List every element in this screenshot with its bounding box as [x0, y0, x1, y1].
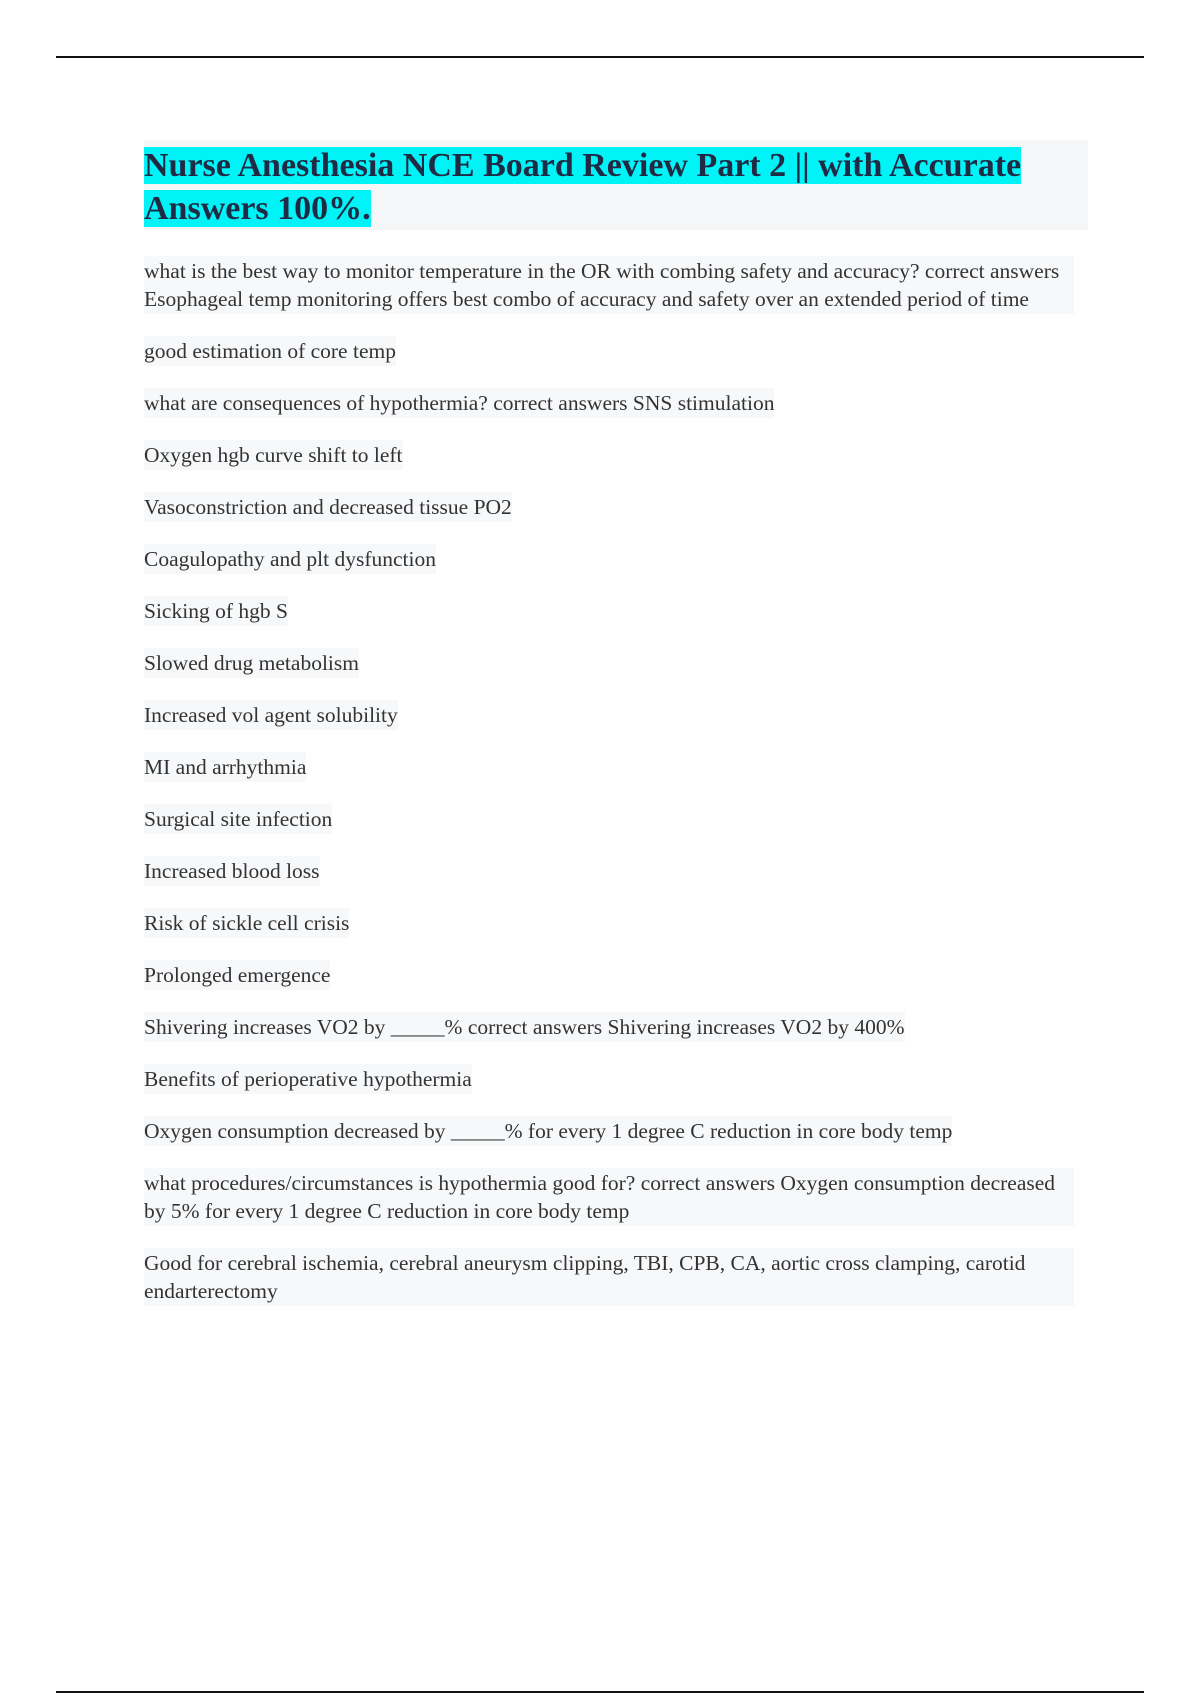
- paragraph: good estimation of core temp: [144, 336, 396, 366]
- paragraph: Oxygen hgb curve shift to left: [144, 440, 403, 470]
- paragraph: Vasoconstriction and decreased tissue PO2: [144, 492, 512, 522]
- paragraph: Good for cerebral ischemia, cerebral aneurysm clipping, TBI, CPB, CA, aortic cross clamping, carotid endarterectomy: [144, 1248, 1074, 1306]
- paragraph: Shivering increases VO2 by _____% correct answers Shivering increases VO2 by 400%: [144, 1012, 905, 1042]
- paragraph: Surgical site infection: [144, 804, 332, 834]
- document-body: [144, 140, 1088, 1328]
- paragraph: Risk of sickle cell crisis: [144, 908, 349, 938]
- paragraph: Increased vol agent solubility: [144, 700, 398, 730]
- page-bottom-rule: [56, 1691, 1144, 1693]
- paragraph: what is the best way to monitor temperature in the OR with combing safety and accuracy? correct answers Esophageal temp monitoring offers best combo of accuracy and safety over an extended period of time: [144, 256, 1074, 314]
- paragraph: Slowed drug metabolism: [144, 648, 359, 678]
- paragraph: Sicking of hgb S: [144, 596, 288, 626]
- title-block: [144, 140, 1088, 230]
- paragraph: MI and arrhythmia: [144, 752, 306, 782]
- page-top-rule: [56, 56, 1144, 58]
- paragraph: Oxygen consumption decreased by _____% for every 1 degree C reduction in core body temp: [144, 1116, 952, 1146]
- paragraph: Increased blood loss: [144, 856, 320, 886]
- paragraph: what procedures/circumstances is hypothermia good for? correct answers Oxygen consumption decreased by 5% for every 1 degree C reduction in core body temp: [144, 1168, 1074, 1226]
- paragraph: Benefits of perioperative hypothermia: [144, 1064, 472, 1094]
- paragraph: Prolonged emergence: [144, 960, 330, 990]
- document-title-text: Nurse Anesthesia NCE Board Review Part 2 || with Accurate Answers 100%.: [144, 147, 1022, 227]
- document-title: [144, 144, 1088, 230]
- paragraph: what are consequences of hypothermia? correct answers SNS stimulation: [144, 388, 774, 418]
- paragraph: Coagulopathy and plt dysfunction: [144, 544, 436, 574]
